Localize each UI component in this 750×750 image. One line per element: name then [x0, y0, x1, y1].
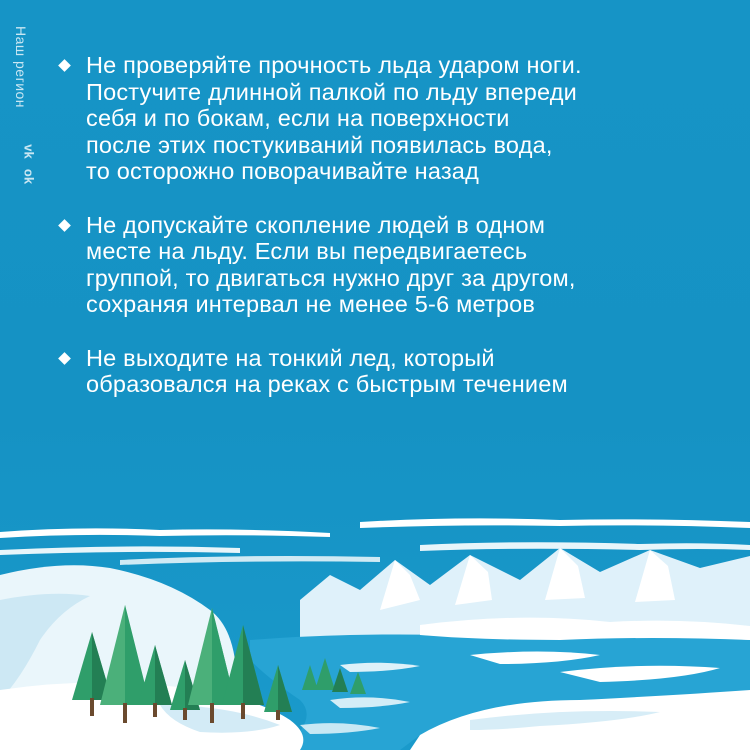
brand-label: Наш регион — [13, 26, 29, 109]
tip-line: образовался на реках с быстрым течением — [86, 371, 568, 397]
tip-line: Не выходите на тонкий лед, который — [86, 344, 495, 371]
tip-line: сохраняя интервал не менее 5-6 метров — [86, 291, 536, 317]
tip-line: месте на льду. Если вы передвигаетесь — [86, 238, 528, 264]
tip-line: себя и по бокам, если на поверхности — [86, 105, 510, 131]
ok-logo-icon[interactable]: ok — [21, 168, 37, 185]
tip-line: Не допускайте скопление людей в одном — [86, 211, 546, 238]
vk-logo-icon[interactable]: vk — [21, 144, 37, 159]
tip-line: группой, то двигаться нужно друг за другом, — [86, 264, 576, 291]
tip-line: после этих постукиваний появилась вода, — [86, 131, 553, 158]
tip-line: Постучите длинной палкой по льду впереди — [86, 78, 577, 105]
tip-line: то осторожно поворачивайте назад — [86, 158, 479, 184]
tip-line: Не проверяйте прочность льда ударом ноги. — [86, 52, 582, 78]
